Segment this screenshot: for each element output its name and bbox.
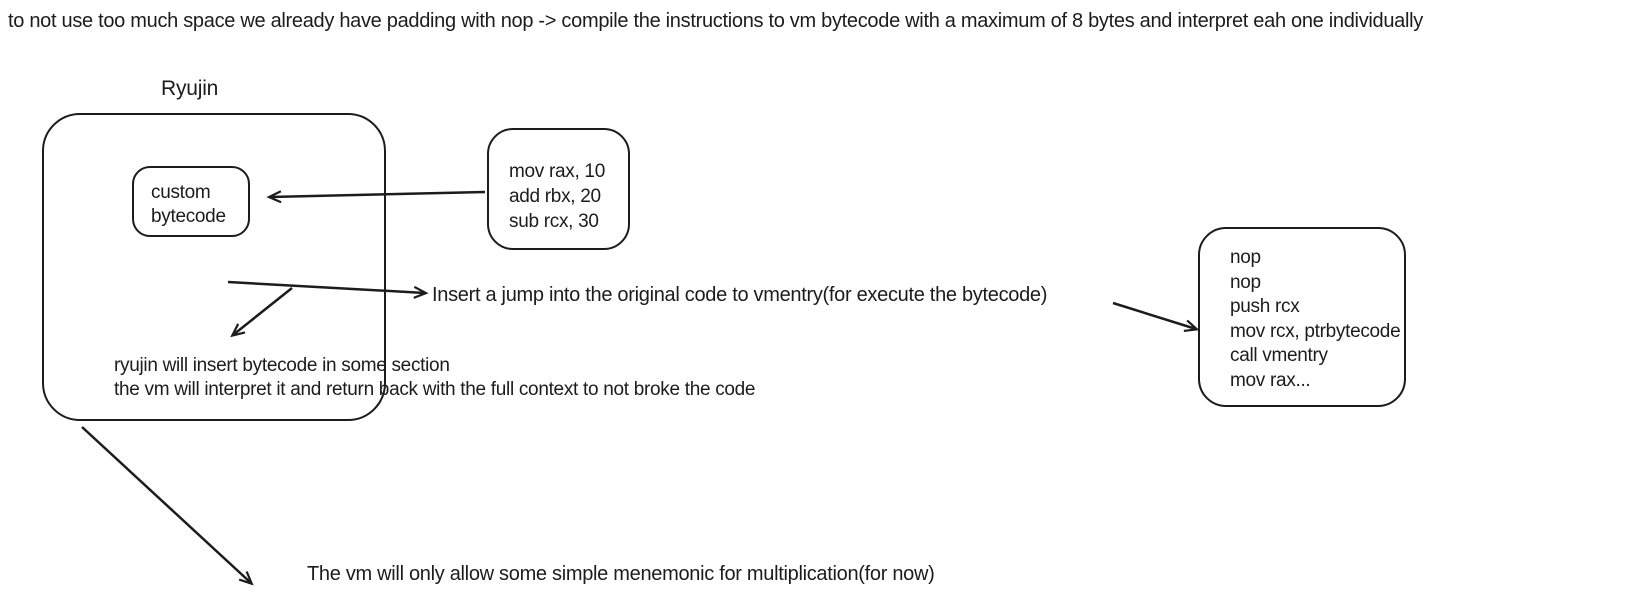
arrow-ryujin-box-to-bottom-note[interactable] <box>82 427 251 583</box>
custom-bytecode-box[interactable] <box>132 166 250 237</box>
stub-line-5: call vmentry <box>1230 345 1328 366</box>
bottom-note[interactable]: The vm will only allow some simple menemonic for multiplication(for now) <box>307 563 935 585</box>
arrow-note-to-vm-stub-box[interactable] <box>1113 303 1196 329</box>
insert-jump-note[interactable]: Insert a jump into the original code to vmentry(for execute the bytecode) <box>432 284 1048 306</box>
vm-stub-box[interactable] <box>1198 227 1406 407</box>
section-note[interactable] <box>114 354 755 402</box>
asm-line-1: mov rax, 10 <box>509 161 605 182</box>
top-note[interactable]: to not use too much space we already have padding with nop -> compile the instructions to vm bytecode with a maximum of 8 bytes and interpret eah one individually <box>8 10 1423 32</box>
section-note-line-2: the vm will interpret it and return back with the full context to not broke the code <box>114 379 756 400</box>
stub-line-2: nop <box>1230 271 1261 293</box>
asm-instructions-box[interactable] <box>487 128 630 250</box>
custom-bytecode-line-2: bytecode <box>151 206 226 227</box>
asm-line-3: sub rcx, 30 <box>509 211 599 232</box>
stub-line-3: push rcx <box>1230 296 1300 317</box>
stub-line-4: mov rcx, ptrbytecode <box>1230 320 1401 342</box>
stub-line-6: mov rax... <box>1230 369 1311 391</box>
asm-line-2: add rbx, 20 <box>509 186 601 207</box>
stub-line-1: nop <box>1230 247 1261 268</box>
ryujin-label[interactable]: Ryujin <box>161 77 219 100</box>
section-note-line-1: ryujin will insert bytecode in some section <box>114 355 450 376</box>
custom-bytecode-line-1: custom <box>151 182 211 203</box>
